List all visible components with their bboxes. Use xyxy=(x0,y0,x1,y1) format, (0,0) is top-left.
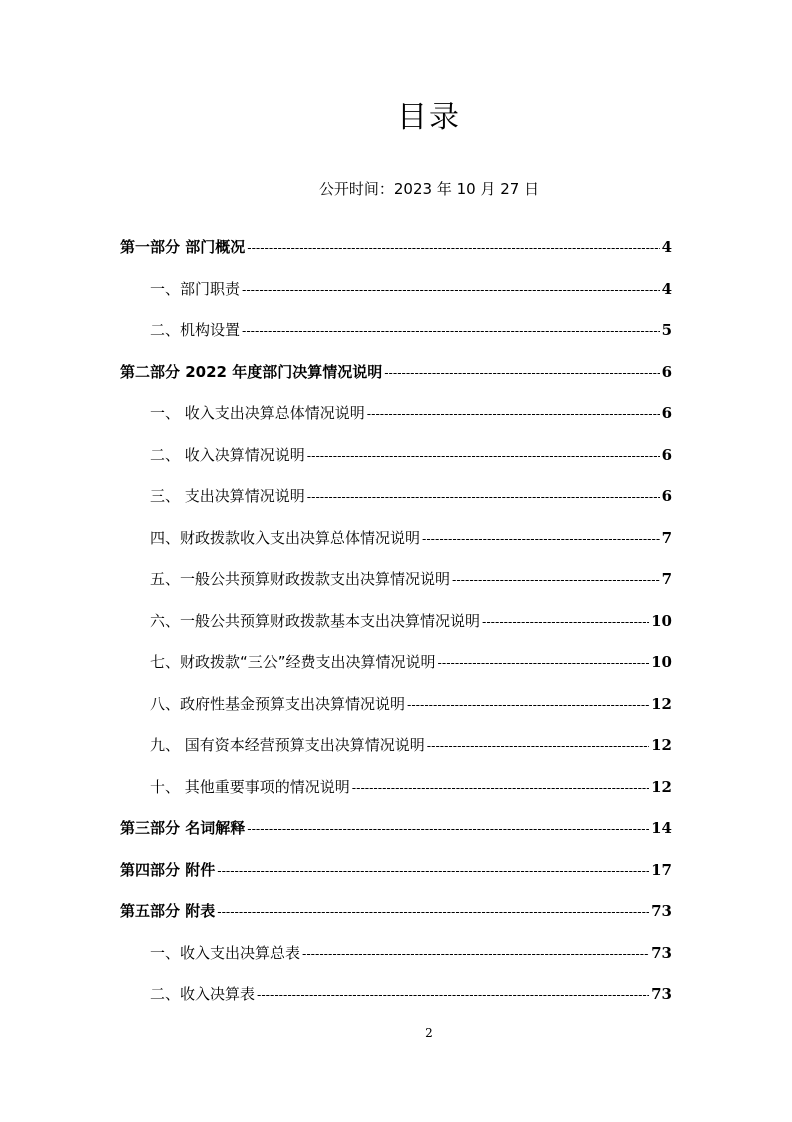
toc-entry-page: 17 xyxy=(651,860,672,879)
toc-entry-page: 14 xyxy=(651,819,672,837)
toc-entry-page: 73 xyxy=(651,943,672,962)
toc-dot-leader xyxy=(257,988,649,1002)
toc-entry-page: 5 xyxy=(661,321,672,339)
toc-entry-page: 7 xyxy=(661,528,672,547)
toc-entry-page: 6 xyxy=(661,404,672,422)
toc-entry-label: 二、 收入决算情况说明 xyxy=(150,445,305,464)
toc-entry-label: 第一部分 部门概况 xyxy=(120,238,246,256)
document-title: 目录 xyxy=(397,100,461,135)
toc-entry-label: 第三部分 名词解释 xyxy=(120,819,246,837)
toc-subsection-entry[interactable] xyxy=(150,776,672,802)
toc-subsection-entry[interactable] xyxy=(150,485,672,511)
toc-dot-leader xyxy=(307,490,660,504)
toc-subsection-entry[interactable] xyxy=(150,693,672,719)
toc-subsection-entry[interactable] xyxy=(150,402,672,428)
toc-dot-leader xyxy=(307,449,660,463)
toc-entry-label: 第五部分 附表 xyxy=(120,902,216,920)
toc-entry-label: 一、 收入支出决算总体情况说明 xyxy=(150,404,365,422)
toc-subsection-entry[interactable] xyxy=(150,651,672,677)
toc-dot-leader xyxy=(422,532,660,546)
toc-entry-label: 七、财政拨款“三公”经费支出决算情况说明 xyxy=(150,653,436,671)
toc-dot-leader xyxy=(352,781,649,795)
toc-subsection-entry[interactable] xyxy=(150,942,672,968)
toc-entry-label: 十、 其他重要事项的情况说明 xyxy=(150,777,350,796)
toc-entry-page: 73 xyxy=(651,985,672,1003)
toc-subsection-entry[interactable] xyxy=(150,278,672,304)
toc-entry-label: 四、财政拨款收入支出决算总体情况说明 xyxy=(150,528,421,547)
toc-entry-label: 二、收入决算表 xyxy=(150,985,256,1003)
toc-entry-label: 第四部分 附件 xyxy=(120,860,216,879)
toc-entry-label: 一、部门职责 xyxy=(150,279,241,298)
toc-entry-page: 12 xyxy=(651,694,672,713)
toc-dot-leader xyxy=(247,241,659,255)
toc-dot-leader xyxy=(367,407,660,421)
toc-dot-leader xyxy=(242,283,660,297)
toc-dot-leader xyxy=(384,366,659,380)
toc-section-entry[interactable] xyxy=(120,817,672,843)
toc-entry-page: 4 xyxy=(661,279,672,298)
toc-dot-leader xyxy=(242,324,660,338)
toc-entry-label: 一、收入支出决算总表 xyxy=(150,943,301,962)
toc-entry-page: 4 xyxy=(661,238,672,256)
toc-section-entry[interactable] xyxy=(120,859,672,885)
toc-entry-page: 73 xyxy=(651,902,672,920)
toc-entry-page: 6 xyxy=(661,487,672,505)
toc-subsection-entry[interactable] xyxy=(150,610,672,636)
toc-entry-page: 10 xyxy=(651,611,672,630)
toc-dot-leader xyxy=(217,864,649,878)
toc-dot-leader xyxy=(247,822,649,836)
toc-section-entry[interactable] xyxy=(120,900,672,926)
toc-entry-page: 7 xyxy=(661,570,672,588)
toc-entry-page: 12 xyxy=(651,777,672,796)
toc-dot-leader xyxy=(217,905,649,919)
page-number: 2 xyxy=(425,1026,433,1040)
toc-entry-label: 八、政府性基金预算支出决算情况说明 xyxy=(150,694,406,713)
toc-entry-label: 五、一般公共预算财政拨款支出决算情况说明 xyxy=(150,570,451,588)
toc-entry-label: 第二部分 2022 年度部门决算情况说明 xyxy=(120,362,383,381)
toc-subsection-entry[interactable] xyxy=(150,527,672,553)
toc-dot-leader xyxy=(427,739,649,753)
toc-entry-page: 10 xyxy=(651,653,672,671)
toc-entry-label: 九、 国有资本经营预算支出决算情况说明 xyxy=(150,736,425,754)
toc-dot-leader xyxy=(482,615,649,629)
toc-subsection-entry[interactable] xyxy=(150,983,672,1009)
publish-date: 公开时间：2023 年 10 月 27 日 xyxy=(318,180,540,198)
toc-subsection-entry[interactable] xyxy=(150,568,672,594)
toc-dot-leader xyxy=(438,656,650,670)
toc-entry-label: 二、机构设置 xyxy=(150,321,241,339)
toc-section-entry[interactable] xyxy=(120,236,672,262)
toc-section-entry[interactable] xyxy=(120,361,672,387)
toc-subsection-entry[interactable] xyxy=(150,734,672,760)
toc-entry-label: 六、一般公共预算财政拨款基本支出决算情况说明 xyxy=(150,611,481,630)
toc-subsection-entry[interactable] xyxy=(150,444,672,470)
toc-subsection-entry[interactable] xyxy=(150,319,672,345)
toc-dot-leader xyxy=(302,947,649,961)
toc-dot-leader xyxy=(452,573,660,587)
toc-entry-page: 12 xyxy=(651,736,672,754)
toc-entry-label: 三、 支出决算情况说明 xyxy=(150,487,305,505)
toc-dot-leader xyxy=(407,698,649,712)
toc-entry-page: 6 xyxy=(661,362,672,381)
toc-entry-page: 6 xyxy=(661,445,672,464)
